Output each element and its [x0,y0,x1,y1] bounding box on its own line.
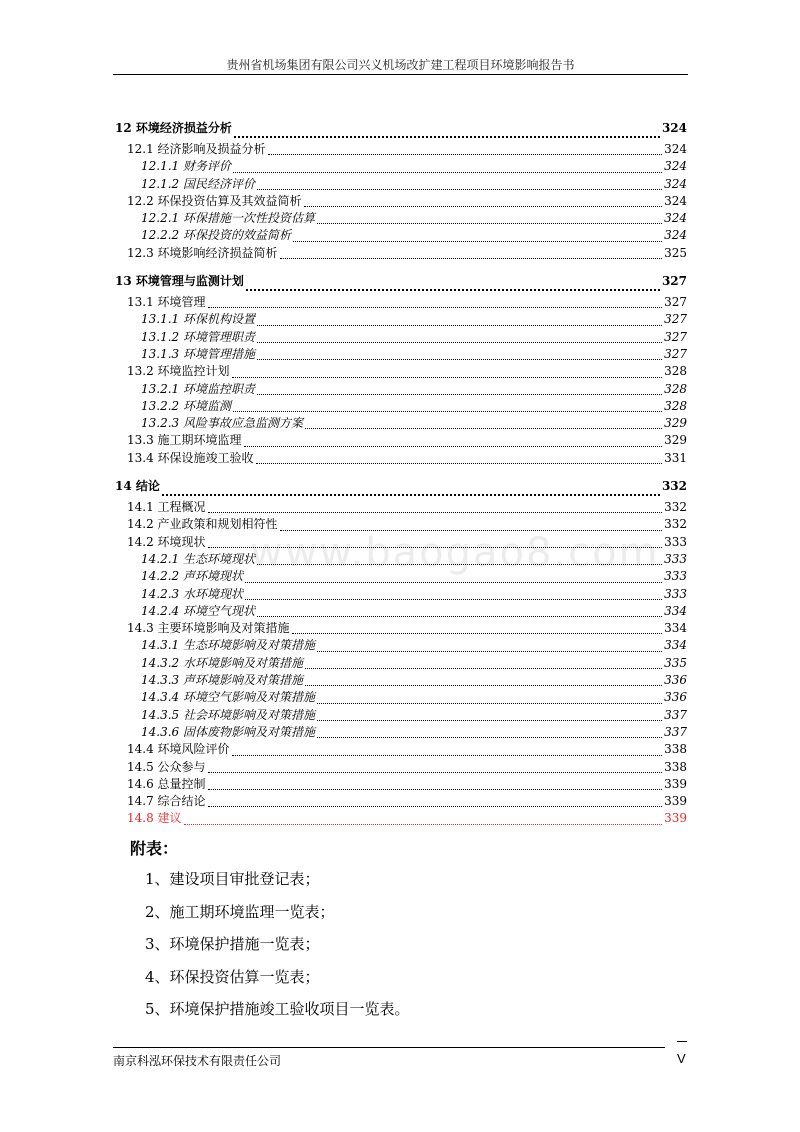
toc-leader-dots [208,511,663,513]
toc-leader-dots [208,788,663,790]
toc-entry[interactable] [115,346,687,363]
toc-entry-page: 333 [664,551,687,566]
toc-leader-dots [257,615,662,617]
watermark: www.baogao8.com [250,530,660,576]
toc-entry-page: 328 [664,364,687,379]
toc-entry-title: 12 环境经济损益分析 [115,121,232,135]
toc-entry[interactable] [115,655,687,672]
toc-entry-page: 339 [664,794,687,809]
toc-leader-dots [305,667,662,669]
toc-entry[interactable] [115,534,687,551]
toc-entry-page: 336 [664,690,687,705]
footer-company: 南京科泓环保技术有限责任公司 [113,1054,282,1068]
toc-entry-title: 13.2.2 环境监测 [141,398,231,413]
annex-list [130,863,410,1026]
toc-leader-dots [246,288,660,291]
toc-entry[interactable] [115,637,687,654]
toc-leader-dots [280,529,663,531]
toc-entry-page: 328 [664,381,687,396]
toc-entry-title: 14.6 总量控制 [127,776,206,791]
toc-entry-page: 334 [664,603,687,618]
toc-entry-page: 338 [664,742,687,757]
toc-entry[interactable] [115,568,687,585]
toc-entry-title: 13.1 环境管理 [127,295,206,310]
toc-entry-title: 14.3.1 生态环境影响及对策措施 [141,638,315,653]
toc-entry-title: 13.2.1 环境监控职责 [141,381,255,396]
toc-entry[interactable] [115,620,687,637]
toc-entry-title: 14.2.4 环境空气现状 [141,603,255,618]
toc-entry-title: 14.2 产业政策和规划相符性 [127,517,278,532]
toc-entry[interactable] [115,793,687,810]
annex-item: 3、环境保护措施一览表； [145,935,320,953]
toc-entry-page: 329 [664,416,687,431]
toc-entry-title: 14.7 综合结论 [127,794,206,809]
toc-leader-dots [184,823,663,825]
toc-entry-page: 337 [664,707,687,722]
toc-entry[interactable] [115,672,687,689]
toc-entry-title: 12.2 环保投资估算及其效益简析 [127,193,302,208]
toc-entry[interactable] [115,603,687,620]
toc-entry-title: 13.1.3 环境管理措施 [141,346,255,361]
annex-title: 附表： [130,839,179,858]
toc-entry-page: 334 [664,638,687,653]
toc-entry[interactable] [115,141,687,158]
toc-entry-title: 13.1.2 环境管理职责 [141,329,255,344]
toc-entry-title: 14.2.3 水环境现状 [141,586,243,601]
toc-entry-page: 327 [664,312,687,327]
toc-entry[interactable] [115,759,687,776]
toc-entry-title: 12.2.1 环保措施一次性投资估算 [141,211,315,226]
toc-leader-dots [257,188,662,190]
toc-leader-dots [208,805,663,807]
toc-entry-page: 337 [664,724,687,739]
toc-leader-dots [208,546,663,548]
footer-rule [113,1047,665,1048]
toc-leader-dots [245,581,662,583]
toc-entry-page: 324 [664,176,687,191]
toc-entry-page: 335 [664,655,687,670]
toc-entry[interactable] [115,193,687,210]
toc-entry-page: 324 [664,193,687,208]
toc-leader-dots [317,719,662,721]
toc-entry-page: 324 [664,142,687,156]
toc-entry-page: 339 [664,811,687,826]
toc-leader-dots [257,358,662,360]
toc-leader-dots [256,462,663,464]
toc-entry-page: 338 [664,759,687,774]
toc-entry-page: 327 [664,295,687,310]
toc-entry[interactable] [115,473,687,499]
toc-entry-title: 14.5 公众参与 [127,759,206,774]
toc-entry-title: 14.3.3 声环境影响及对策措施 [141,673,303,688]
toc-entry-page: 327 [664,329,687,344]
toc-leader-dots [268,153,663,155]
toc-entry-title: 14 结论 [115,479,160,494]
toc-entry-page: 324 [664,211,687,226]
toc-entry-title: 14.3.5 社会环境影响及对策措施 [141,707,315,722]
toc-leader-dots [317,222,662,224]
toc-entry-page: 324 [664,228,687,243]
toc-entry[interactable] [115,227,687,244]
toc-leader-dots [232,754,663,756]
toc-entry[interactable] [115,432,687,449]
toc-entry[interactable] [115,268,687,294]
toc-leader-dots [233,171,662,173]
toc-entry-page: 328 [664,398,687,413]
toc-entry[interactable] [115,450,687,467]
toc-leader-dots [317,736,662,738]
toc-entry[interactable] [115,245,687,262]
toc-leader-dots [257,341,662,343]
toc-entry-page: 333 [664,586,687,601]
toc-entry[interactable] [115,724,687,741]
toc-entry-page: 325 [664,245,687,260]
toc-entry-title: 12.1 经济影响及损益分析 [127,142,266,156]
toc-entry-page: 333 [664,534,687,549]
toc-entry[interactable] [115,329,687,346]
toc-entry[interactable] [115,551,687,568]
toc-entry-title: 13 环境管理与监测计划 [115,274,244,289]
toc-entry-title: 13.1.1 环保机构设置 [141,312,255,327]
toc-entry-page: 331 [664,450,687,465]
toc-entry[interactable] [115,499,687,516]
toc-leader-dots [233,410,662,412]
toc-entry[interactable] [115,398,687,415]
toc-leader-dots [280,257,663,259]
toc-entry-page: 339 [664,776,687,791]
toc-entry-page: 334 [664,621,687,636]
toc-leader-dots [208,306,663,308]
toc-entry-title: 14.4 环境风险评价 [127,742,230,757]
toc-entry[interactable] [115,158,687,175]
toc-entry[interactable] [115,707,687,724]
toc-entry-title: 12.1.1 财务评价 [141,159,231,174]
toc-entry[interactable] [115,415,687,432]
toc-entry-page: 329 [664,433,687,448]
toc-entry-title: 14.3 主要环境影响及对策措施 [127,621,290,636]
annex-section [130,836,410,1026]
toc-entry-title: 12.1.2 国民经济评价 [141,176,255,191]
toc-leader-dots [293,240,662,242]
toc-leader-dots [257,563,662,565]
annex-item: 1、建设项目审批登记表； [145,870,320,888]
toc-entry-page: 327 [664,346,687,361]
toc-entry-page: 332 [664,517,687,532]
toc-leader-dots [317,650,662,652]
toc-entry-page: 336 [664,673,687,688]
toc-entry[interactable] [115,311,687,328]
toc-entry-title: 14.3.6 固体废物影响及对策措施 [141,724,315,739]
toc-entry[interactable] [115,776,687,793]
toc-entry-title: 13.3 施工期环境监理 [127,433,242,448]
toc-leader-dots [257,393,662,395]
annex-item: 5、环境保护措施竣工验收项目一览表。 [145,1000,410,1018]
toc-leader-dots [234,135,660,138]
toc-entry-title: 13.2.3 风险事故应急监测方案 [141,416,303,431]
toc-entry[interactable] [115,810,687,827]
toc-entry-page: 324 [661,121,687,135]
toc-leader-dots [245,598,662,600]
toc-entry-title: 13.2 环境监控计划 [127,364,230,379]
toc-leader-dots [305,684,662,686]
toc-entry[interactable] [115,210,687,227]
toc-entry[interactable] [115,741,687,758]
toc-entry[interactable] [115,689,687,706]
toc-entry-title: 14.2.2 声环境现状 [141,569,243,584]
toc-entry-title: 12.3 环境影响经济损益简析 [127,245,278,260]
toc-entry-page: 333 [664,569,687,584]
toc-entry[interactable] [115,176,687,193]
toc-entry-title: 14.2.1 生态环境现状 [141,551,255,566]
toc-entry-title: 14.8 建议 [127,811,182,826]
toc-entry-page: 332 [661,479,687,494]
toc-entry-page: 324 [664,159,687,174]
toc-leader-dots [292,632,663,634]
toc-entry[interactable] [115,516,687,533]
toc-leader-dots [208,771,663,773]
toc-leader-dots [317,702,662,704]
annex-item: 4、环保投资估算一览表； [145,967,320,986]
toc-leader-dots [244,445,663,447]
page-header: 贵州省机场集团有限公司兴义机场改扩建工程项目环境影响报告书 [113,56,688,75]
toc-leader-dots [162,493,660,496]
toc-entry[interactable] [115,363,687,380]
toc-entry-title: 13.4 环保设施竣工验收 [127,450,254,465]
toc-leader-dots [232,376,663,378]
toc-entry[interactable] [115,381,687,398]
toc-entry-page: 332 [664,500,687,515]
toc-entry-title: 14.1 工程概况 [127,500,206,515]
toc-entry-title: 14.2 环境现状 [127,534,206,549]
annex-item: 2、施工期环境监理一览表； [145,902,335,921]
toc-leader-dots [257,324,662,326]
toc-entry-title: 14.3.4 环境空气影响及对策措施 [141,690,315,705]
table-of-contents [115,115,687,828]
toc-leader-dots [304,205,663,207]
toc-entry-title: 14.3.2 水环境影响及对策措施 [141,655,303,670]
toc-entry[interactable] [115,115,687,141]
toc-entry-title: 12.2.2 环保投资的效益简析 [141,228,291,243]
toc-leader-dots [305,427,662,429]
footer-page-rule [677,1041,687,1042]
toc-entry[interactable] [115,586,687,603]
toc-entry-page: 327 [661,274,687,289]
footer-page-number: V [677,1051,686,1066]
toc-entry[interactable] [115,294,687,311]
